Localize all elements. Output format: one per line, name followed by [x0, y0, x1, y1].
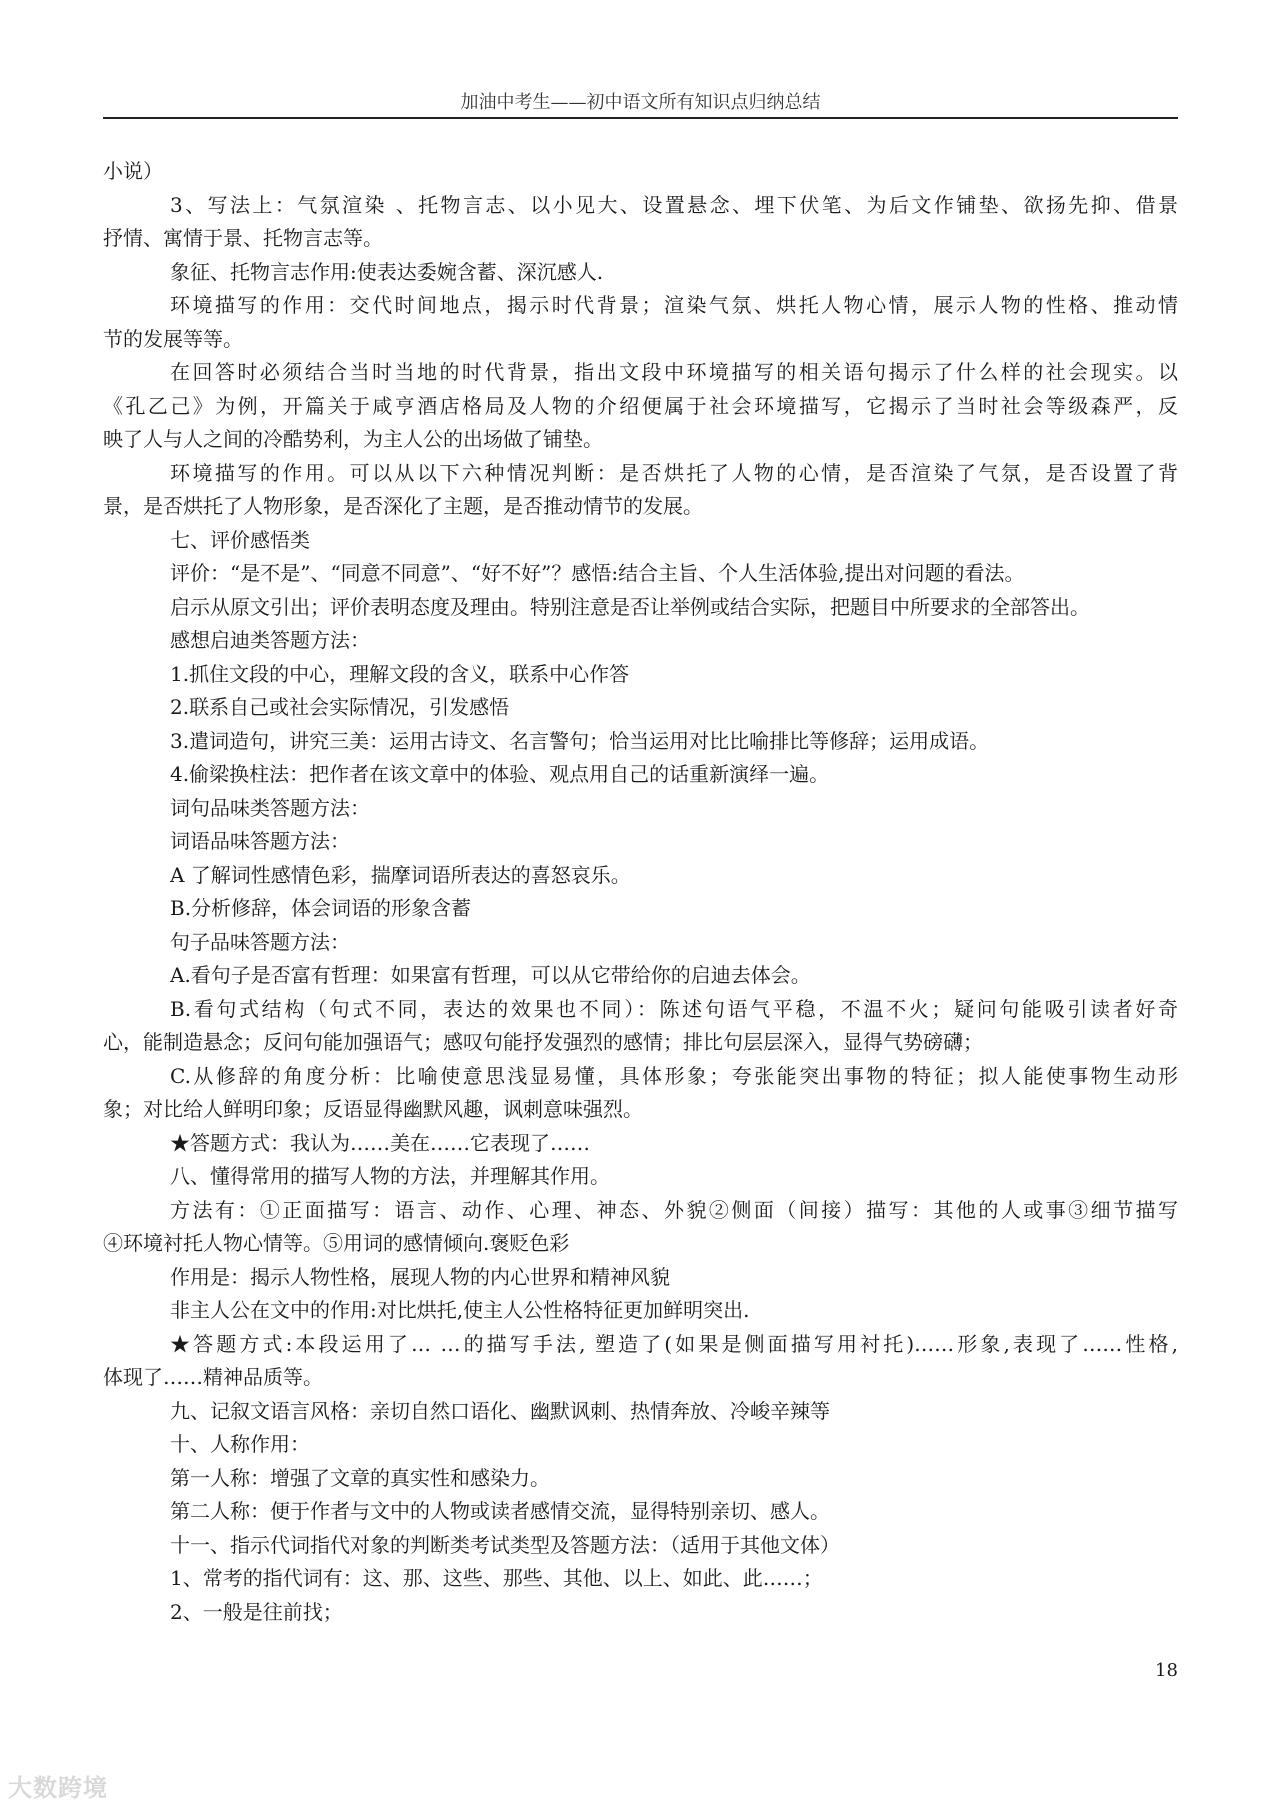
header-rule	[103, 117, 1178, 119]
list-item: B.看句式结构（句式不同，表达的效果也不同）：陈述句语气平稳，不温不火；疑问句能吸引读者好奇	[170, 996, 1178, 1021]
text-line: 《孔乙己》为例，开篇关于咸亨酒店格局及人物的介绍便属于社会环境描写，它揭示了当时社会等级森严，反	[103, 393, 1178, 418]
text-line: 第二人称：便于作者与文中的人物或读者感情交流，显得特别亲切、感人。	[170, 1499, 830, 1523]
running-header: 加油中考生——初中语文所有知识点归纳总结	[460, 92, 821, 113]
text-line: 映了人与人之间的冷酷势利，为主人公的出场做了铺垫。	[103, 427, 603, 451]
text-line: 体现了……精神品质等。	[103, 1365, 323, 1389]
text-line: 环境描写的作用。可以从以下六种情况判断：是否烘托了人物的心情，是否渲染了气氛，是否设置了背	[170, 460, 1178, 485]
section-heading: 十一、指示代词指代对象的判断类考试类型及答题方法：（适用于其他文体）	[170, 1532, 840, 1557]
text-line: 启示从原文引出；评价表明态度及理由。特别注意是否让举例或结合实际，把题目中所要求的全部答出。	[170, 594, 1090, 619]
text-line: 环境描写的作用：交代时间地点，揭示时代背景；渲染气氛、烘托人物心情，展示人物的性格、推动情	[170, 293, 1178, 317]
text-line: 感想启迪类答题方法：	[170, 628, 370, 652]
text-line: 第一人称：增强了文章的真实性和感染力。	[170, 1465, 550, 1490]
list-item: C.从修辞的角度分析：比喻使意思浅显易懂，具体形象；夸张能突出事物的特征；拟人能使事物生动形	[170, 1063, 1178, 1088]
list-item: A.看句子是否富有哲理：如果富有哲理，可以从它带给你的启迪去体会。	[170, 963, 811, 987]
text-line: 词语品味答题方法：	[170, 829, 350, 853]
text-line: ④环境衬托人物心情等。⑤用词的感情倾向.褒贬色彩	[103, 1231, 570, 1255]
document-body	[103, 155, 1178, 1629]
text-line: 象征、托物言志作用:使表达委婉含蓄、深沉感人.	[170, 259, 604, 284]
list-item: 3.遣词造句，讲究三美：运用古诗文、名言警句；恰当运用对比比喻排比等修辞；运用成语。	[170, 728, 990, 753]
list-item: 4.偷梁换柱法：把作者在该文章中的体验、观点用自己的话重新演绎一遍。	[170, 762, 830, 786]
text-line: 心，能制造悬念；反问句能加强语气；感叹句能抒发强烈的感情；排比句层层深入，显得气势磅礴；	[103, 1030, 983, 1054]
text-line: 在回答时必须结合当时当地的时代背景，指出文段中环境描写的相关语句揭示了什么样的社会现实。以	[170, 360, 1178, 384]
text-line: 方法有：①正面描写：语言、动作、心理、神态、外貌②侧面（间接）描写：其他的人或事③细节描写	[170, 1197, 1178, 1222]
text-line: 作用是：揭示人物性格，展现人物的内心世界和精神风貌	[170, 1264, 670, 1289]
list-item: A 了解词性感情色彩，揣摩词语所表达的喜怒哀乐。	[170, 862, 631, 887]
list-item: 1、常考的指代词有：这、那、这些、那些、其他、以上、如此、此……；	[170, 1566, 823, 1590]
text-line: 抒情、寓情于景、托物言志等。	[103, 226, 383, 250]
watermark-logo: 大数跨境	[8, 1774, 108, 1802]
text-line: 句子品味答题方法：	[170, 929, 350, 954]
list-item: 2、一般是往前找；	[170, 1599, 343, 1624]
text-line: 象；对比给人鲜明印象；反语显得幽默风趣，讽刺意味强烈。	[103, 1097, 643, 1121]
text-line: 3、写法上：气氛渲染 、托物言志、以小见大、设置悬念、埋下伏笔、为后文作铺垫、欲扬先抑、借景	[170, 192, 1178, 217]
text-line: 节的发展等等。	[103, 326, 243, 351]
list-item: B.分析修辞，体会词语的形象含蓄	[170, 896, 472, 920]
list-item: 2.联系自己或社会实际情况，引发感悟	[170, 695, 510, 719]
text-line: 词句品味类答题方法：	[170, 795, 370, 820]
text-line: 景，是否烘托了人物形象，是否深化了主题，是否推动情节的发展。	[103, 494, 703, 518]
section-heading: 八、懂得常用的描写人物的方法，并理解其作用。	[170, 1164, 610, 1188]
text-line: 评价：“是不是”、“同意不同意”、“好不好”？感悟:结合主旨、个人生活体验,提出对问题的看法。	[170, 561, 1025, 585]
section-heading: 九、记叙文语言风格：亲切自然口语化、幽默讽刺、热情奔放、冷峻辛辣等	[170, 1398, 830, 1423]
section-heading: 七、评价感悟类	[170, 527, 310, 552]
page-number: 18	[1155, 1660, 1178, 1681]
text-line: 非主人公在文中的作用:对比烘托,使主人公性格特征更加鲜明突出.	[170, 1298, 750, 1322]
text-line: ★答题方式：我认为……美在……它表现了……	[170, 1130, 590, 1155]
text-line: 小说）	[103, 159, 163, 183]
section-heading: 十、人称作用：	[170, 1432, 310, 1456]
list-item: 1.抓住文段的中心，理解文段的含义，联系中心作答	[170, 661, 630, 686]
text-line: ★答题方式:本段运用了… …的描写手法, 塑造了(如果是侧面描写用衬托)……形象,表现了……性格,	[170, 1331, 1178, 1356]
